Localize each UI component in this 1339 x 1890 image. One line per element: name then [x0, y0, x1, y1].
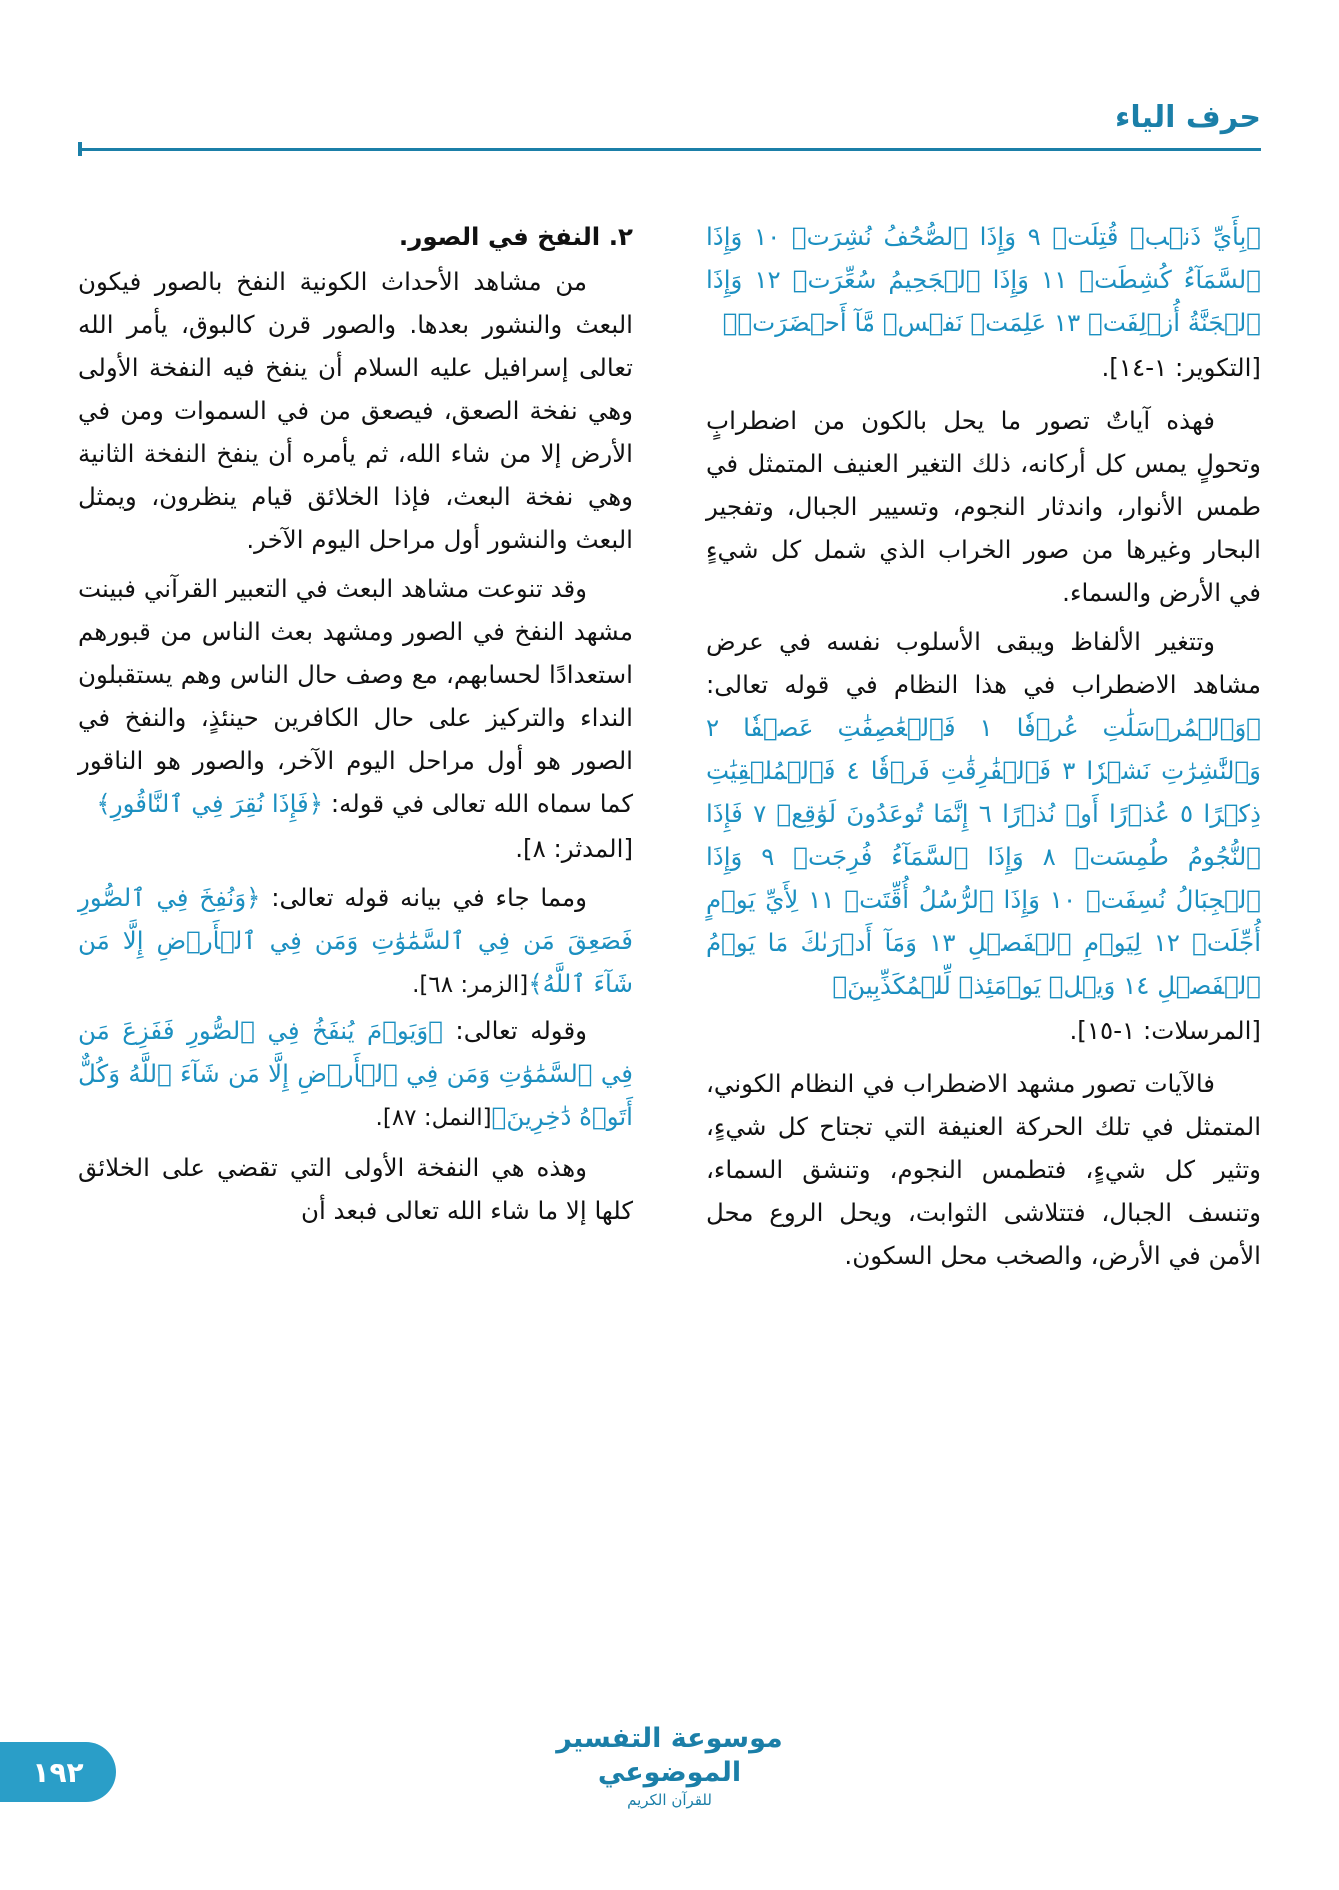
- paragraph-left-4: [78, 1009, 633, 1140]
- paragraph-right-2: [706, 620, 1261, 1007]
- paragraph-left-3: [78, 876, 633, 1007]
- quran-ref-zumar: [الزمر: ٦٨].: [412, 972, 529, 998]
- quran-ref-takwir: [التكوير: ١-١٤].: [1101, 353, 1261, 382]
- column-right: [706, 215, 1261, 1277]
- publisher-logo-line2: للقرآن الكريم: [627, 1791, 712, 1809]
- page-number: ١٩٢: [0, 1742, 116, 1802]
- body-columns: [78, 215, 1261, 1715]
- paragraph-right-3: فالآيات تصور مشهد الاضطراب في النظام الكوني، المتمثل في تلك الحركة العنيفة التي تجتاح كل شيءٍ، وتثير كل شيءٍ، فتطمس النجوم، وتنشق السماء، وتنسف الجبال، فتتلاشى الثوابت، ويحل الروع محل الأمن في الأرض، والصخب محل السكون.: [706, 1069, 1261, 1270]
- quran-quote-zumar: ﴿وَنُفِخَ فِي ٱلصُّورِ فَصَعِقَ مَن فِي ٱلسَّمَٰوَٰتِ وَمَن فِي ٱلۡأَرۡضِ إِلَّا مَن شَآءَ ٱللَّهُ﴾: [78, 883, 633, 998]
- publisher-logo: [540, 1722, 800, 1810]
- paragraph-right-1: فهذه آياتٌ تصور ما يحل بالكون من اضطرابٍ وتحولٍ يمس كل أركانه، ذلك التغير العنيف المتمثل في طمس الأنوار، واندثار النجوم، وتسيير الجبال، وتفجير البحار وغيرها من صور الخراب الذي شمل كل شيءٍ في الأرض والسماء.: [706, 406, 1261, 607]
- page-title: حرف الياء: [1115, 100, 1261, 135]
- paragraph-left-3-lead: ومما جاء في بيانه قوله تعالى:: [260, 883, 587, 912]
- paragraph-left-4-lead: وقوله تعالى:: [442, 1016, 587, 1045]
- quran-ref-muddathir: [المدثر: ٨].: [515, 834, 633, 863]
- column-left: [78, 215, 633, 1232]
- header-divider: [78, 148, 1261, 151]
- paragraph-left-5: وهذه هي النفخة الأولى التي تقضي على الخلائق كلها إلا ما شاء الله تعالى فبعد أن: [78, 1153, 633, 1225]
- paragraph-right-2-lead: وتتغير الألفاظ ويبقى الأسلوب نفسه في عرض مشاهد الاضطراب في هذا النظام في قوله تعالى:: [706, 627, 1261, 699]
- paragraph-left-2: [78, 567, 633, 825]
- quran-ref-naml: [النمل: ٨٧].: [375, 1105, 492, 1131]
- quran-quote-naml: ﴿وَيَوۡمَ يُنفَخُ فِي ٱلصُّورِ فَفَزِعَ مَن فِي ٱلسَّمَٰوَٰتِ وَمَن فِي ٱلۡأَرۡضِ إِلَّا مَن شَآءَ ٱللَّهُ وَكُلٌّ أَتَوۡهُ دَٰخِرِينَ﴾: [78, 1016, 633, 1131]
- page-header: [78, 96, 1261, 158]
- publisher-logo-line1: موسوعة التفسير الموضوعي: [556, 1723, 783, 1788]
- paragraph-left-2-lead: وقد تنوعت مشاهد البعث في التعبير القرآني فبينت مشهد النفخ في الصور ومشهد بعث الناس من قبورهم استعدادًا لحسابهم، مع وصف حال الناس وهم يستقبلون النداء والتركيز على حال الكافرين حينئذٍ، والنفخ في الصور هو أول مراحل اليوم الآخر، والصور هو الناقور كما سماه الله تعالى في قوله:: [78, 574, 633, 818]
- quran-ref-mursalat: [المرسلات: ١-١٥].: [1069, 1016, 1261, 1045]
- section-heading: ٢. النفخ في الصور.: [398, 222, 633, 251]
- page-footer: [0, 1696, 1339, 1816]
- quran-quote-muddathir: ﴿فَإِذَا نُقِرَ فِي ٱلنَّاقُورِ﴾: [96, 789, 324, 818]
- quran-quote-takwir: ﴿بِأَيِّ ذَنۢبٖ قُتِلَتۡ ٩ وَإِذَا ٱلصُّحُفُ نُشِرَتۡ ١٠ وَإِذَا ٱلسَّمَآءُ كُشِطَتۡ ١١ وَإِذَا ٱلۡجَحِيمُ سُعِّرَتۡ ١٢ وَإِذَا ٱلۡجَنَّةُ أُزۡلِفَتۡ ١٣ عَلِمَتۡ نَفۡسٞ مَّآ أَحۡضَرَتۡ﴾: [706, 222, 1261, 337]
- quran-quote-mursalat: ﴿وَٱلۡمُرۡسَلَٰتِ عُرۡفٗا ١ فَٱلۡعَٰصِفَٰتِ عَصۡفٗا ٢ وَٱلنَّٰشِرَٰتِ نَشۡرٗا ٣ فَٱلۡفَٰرِقَٰتِ فَرۡقٗا ٤ فَٱلۡمُلۡقِيَٰتِ ذِكۡرًا ٥ عُذۡرًا أَوۡ نُذۡرًا ٦ إِنَّمَا تُوعَدُونَ لَوَٰقِعٞ ٧ فَإِذَا ٱلنُّجُومُ طُمِسَتۡ ٨ وَإِذَا ٱلسَّمَآءُ فُرِجَتۡ ٩ وَإِذَا ٱلۡجِبَالُ نُسِفَتۡ ١٠ وَإِذَا ٱلرُّسُلُ أُقِّتَتۡ ١١ لِأَيِّ يَوۡمٍ أُجِّلَتۡ ١٢ لِيَوۡمِ ٱلۡفَصۡلِ ١٣ وَمَآ أَدۡرَىٰكَ مَا يَوۡمُ ٱلۡفَصۡلِ ١٤ وَيۡلٞ يَوۡمَئِذٖ لِّلۡمُكَذِّبِينَ﴾: [706, 713, 1262, 1000]
- header-divider-cap: [78, 142, 82, 156]
- paragraph-left-1: من مشاهد الأحداث الكونية النفخ بالصور فيكون البعث والنشور بعدها. والصور قرن كالبوق، يأمر الله تعالى إسرافيل عليه السلام أن ينفخ فيه النفخة الأولى وهي نفخة الصعق، فيصعق من في السموات ومن في الأرض إلا من شاء الله، ثم يأمره أن ينفخ النفخة الثانية وهي نفخة البعث، فإذا الخلائق قيام ينظرون، ويمثل البعث والنشور أول مراحل اليوم الآخر.: [78, 267, 633, 554]
